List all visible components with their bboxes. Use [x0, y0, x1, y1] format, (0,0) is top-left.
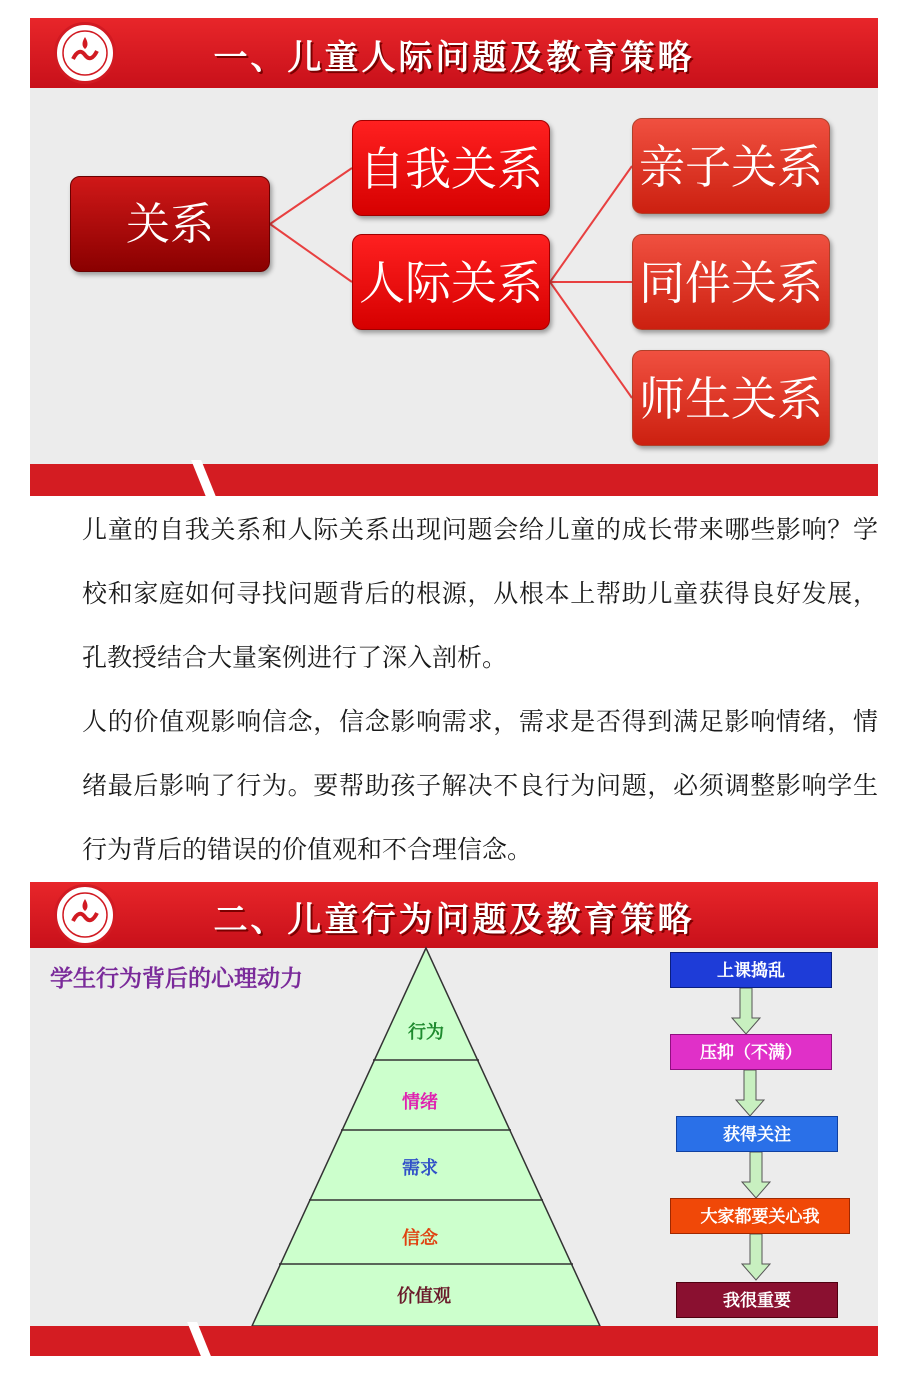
pyramid-level-need: 需求: [402, 1158, 438, 1179]
flow-step-repressed: 压抑（不满）: [670, 1034, 832, 1070]
pyramid-level-behavior: 行为: [408, 1022, 444, 1043]
slide-subtitle: 学生行为背后的心理动力: [50, 966, 303, 992]
node-interpersonal-relation: 人际关系: [352, 234, 550, 330]
pyramid-level-emotion: 情绪: [402, 1092, 438, 1113]
pyramid-level-belief: 信念: [402, 1228, 438, 1249]
slide-title: 一、儿童人际问题及教育策略: [213, 38, 695, 78]
slide-footer: [30, 1326, 878, 1356]
node-self-relation: 自我关系: [352, 120, 550, 216]
pyramid-level-values: 价值观: [397, 1286, 451, 1307]
node-parent-child: 亲子关系: [632, 118, 830, 214]
node-root: 关系: [70, 176, 270, 272]
slide-interpersonal: [30, 18, 878, 496]
slide-behavior: [30, 882, 878, 1356]
paragraph-2: 人的价值观影响信念，信念影响需求，需求是否得到满足影响情绪，情绪最后影响了行为。要帮助孩子解决不良行为问题，必须调整影响学生行为背后的错误的价值观和不合理信念。: [82, 707, 878, 864]
node-peer: 同伴关系: [632, 234, 830, 330]
paragraph-1: 儿童的自我关系和人际关系出现问题会给儿童的成长带来哪些影响？学校和家庭如何寻找问题背后的根源，从根本上帮助儿童获得良好发展，孔教授结合大量案例进行了深入剖析。: [82, 515, 878, 672]
flow-step-get-attention: 获得关注: [676, 1116, 838, 1152]
flow-step-everyone-care: 大家都要关心我: [670, 1198, 850, 1234]
slide-footer: [30, 464, 878, 496]
flow-step-disrupt-class: 上课捣乱: [670, 952, 832, 988]
slide-title: 二、儿童行为问题及教育策略: [213, 900, 695, 940]
flow-step-i-am-important: 我很重要: [676, 1282, 838, 1318]
node-teacher-student: 师生关系: [632, 350, 830, 446]
